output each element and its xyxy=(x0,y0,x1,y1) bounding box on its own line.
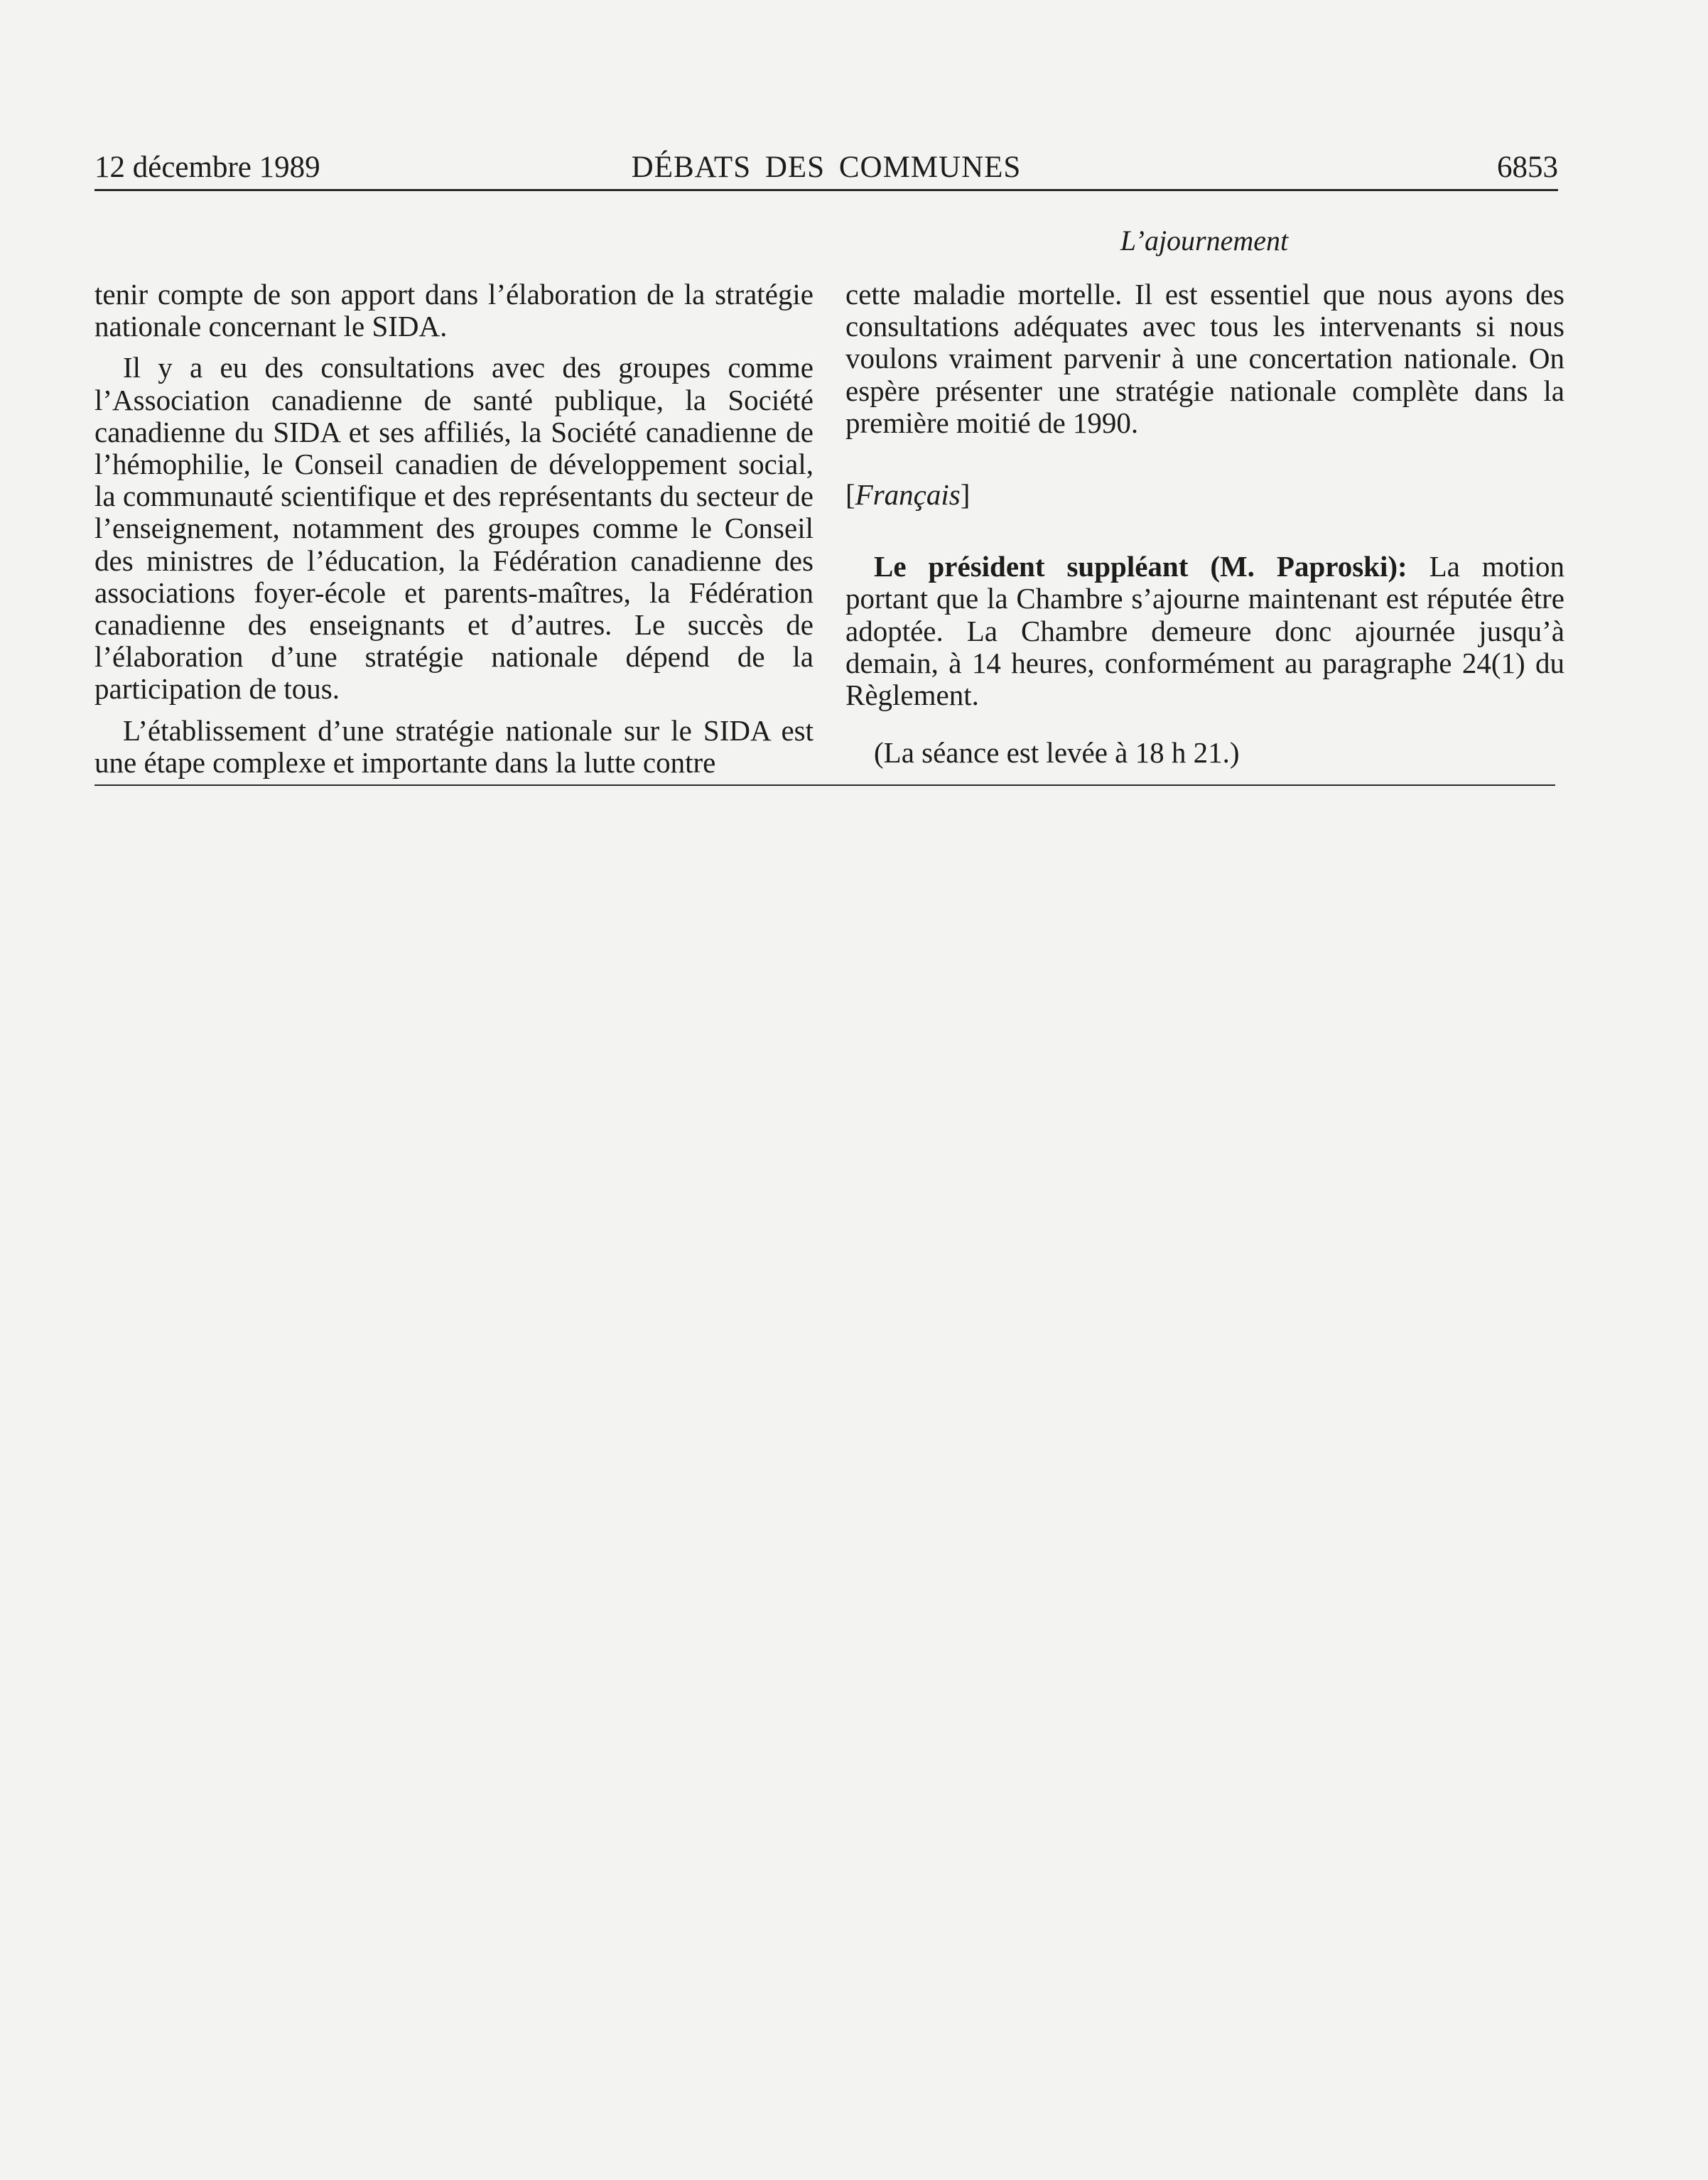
language-bracket-close: ] xyxy=(960,478,971,512)
right-paragraph-1: cette maladie mortelle. Il est essentiel que nous ayons des consultations adéquates avec tous les intervenants si nous voulons vraiment parvenir à une concertation nationale. On espère présenter une stratégie nationale complète dans la première moitié de 1990. xyxy=(845,278,1564,439)
section-heading: L’ajournement xyxy=(1120,225,1289,257)
closing-note: (La séance est levée à 18 h 21.) xyxy=(874,736,1240,770)
left-paragraph-3: L’établissement d’une stratégie nationale sur le SIDA est une étape complexe et importante dans la lutte contre xyxy=(94,713,814,779)
footer-rule xyxy=(94,784,1555,786)
speaker-name: Le président suppléant (M. Paproski): xyxy=(874,550,1407,583)
header-rule xyxy=(94,189,1558,191)
header-page-number: 6853 xyxy=(1497,151,1558,184)
left-paragraph-1: tenir compte de son apport dans l’élaboration de la stratégie nationale concernant le SIDA. xyxy=(94,278,814,343)
language-bracket-open: [ xyxy=(845,478,855,512)
running-header xyxy=(94,148,1558,188)
language-tag: Français xyxy=(855,478,961,512)
speech-text: La motion portant que la Chambre s’ajourne maintenant est réputée être adoptée. La Chambre demeure donc ajournée jusqu’à demain, à 14 heures, conformément au paragraphe 24(1) du Règlement. xyxy=(845,550,1564,712)
left-column xyxy=(94,279,814,779)
speaker-paragraph xyxy=(845,551,1564,711)
right-column xyxy=(845,279,1564,769)
language-indicator xyxy=(845,479,1564,511)
header-title: DÉBATS DES COMMUNES xyxy=(631,151,1022,184)
header-date: 12 décembre 1989 xyxy=(94,151,320,184)
left-paragraph-2: Il y a eu des consultations avec des groupes comme l’Association canadienne de santé publique, la Société canadienne du SIDA et ses affiliés, la Société canadienne de l’hémophilie, le Conseil canadien de développement social, la communauté scientifique et des représentants du secteur de l’enseignement, notamment des groupes comme le Conseil des ministres de l’éducation, la Fédération canadienne des associations foyer-école et parents-maîtres, la Fédération canadienne des enseignants et d’autres. Le succès de l’élaboration d’une stratégie nationale dépend de la participation de tous. xyxy=(94,351,814,706)
